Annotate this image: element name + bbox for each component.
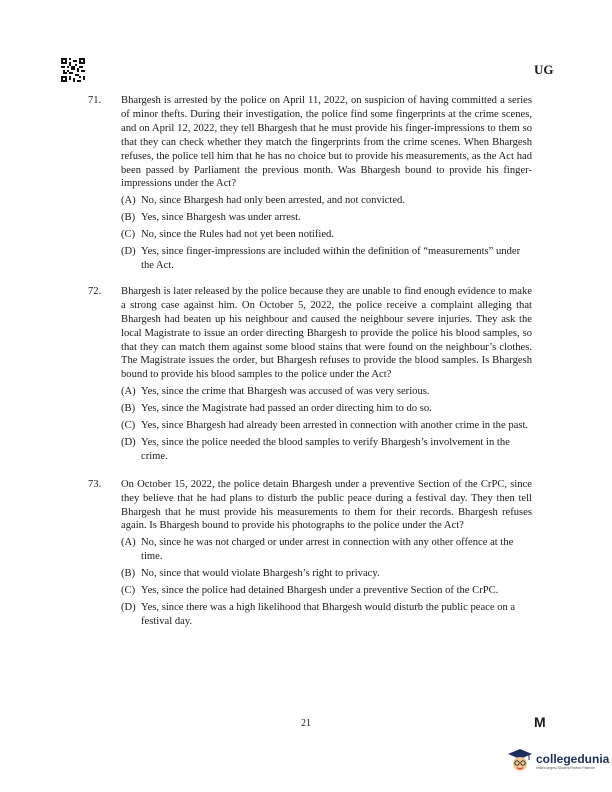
option-a xyxy=(121,385,532,399)
option-label: (D) xyxy=(121,246,136,258)
question-stem: Bhargesh is later released by the police because they are unable to find enough evidence to make a strong case against him. On October 5, 2022, the police receive a complaint alleging that Bhargesh had beaten up his neighbour and caused the neighbour severe injuries. They ask the local Magistrate to issue an order directing Bhargesh to provide the police his blood samples, so that they can match them against some blood stains that were found on the neighbour’s clothes. The Magistrate issues the order, but Bhargesh refuses to provide the blood samples. Is Bhargesh bound to provide his blood samples to the police under the Act? xyxy=(121,285,532,381)
option-text: No, since the Rules had not yet been notified. xyxy=(141,229,334,241)
option-text: Yes, since the crime that Bhargesh was accused of was very serious. xyxy=(141,386,430,398)
qr-code-icon xyxy=(61,58,85,82)
option-c xyxy=(121,228,532,242)
option-a xyxy=(121,536,532,564)
option-label: (C) xyxy=(121,585,136,597)
question-73 xyxy=(88,478,532,629)
option-c xyxy=(121,419,532,433)
section-code: UG xyxy=(534,62,554,77)
option-label: (B) xyxy=(121,212,136,224)
option-text: Yes, since Bhargesh had already been arrested in connection with another crime in the past. xyxy=(141,420,529,432)
option-label: (D) xyxy=(121,436,136,448)
question-72 xyxy=(88,285,532,464)
question-71 xyxy=(88,94,532,273)
option-c xyxy=(121,584,532,598)
option-a xyxy=(121,194,532,208)
option-label: (B) xyxy=(121,403,136,415)
option-text: Yes, since the Magistrate had passed an order directing him to do so. xyxy=(141,403,432,415)
brand-watermark[interactable] xyxy=(507,748,609,774)
option-label: (D) xyxy=(121,602,136,613)
option-b xyxy=(121,211,532,225)
option-d xyxy=(121,601,532,629)
question-stem: On October 15, 2022, the police detain Bhargesh under a preventive Section of the CrPC, since they believe that he had plans to disturb the public peace during a festival day. They then tell Bhargesh that he must provide his measurements to them for their records. Bhargesh refuses again. Is Bhargesh bound to provide his photographs to the police under the Act? xyxy=(121,478,532,532)
question-number: 72. xyxy=(88,285,102,297)
option-text: No, since he was not charged or under arrest in connection with any other offence at the time. xyxy=(141,537,514,563)
question-list xyxy=(88,94,532,629)
option-label: (A) xyxy=(121,537,136,549)
option-text: No, since Bhargesh had only been arrested, and not convicted. xyxy=(141,195,405,207)
option-text: Yes, since Bhargesh was under arrest. xyxy=(141,212,301,224)
option-d xyxy=(121,245,532,273)
question-number: 73. xyxy=(88,478,102,490)
option-b xyxy=(121,402,532,416)
option-text: No, since that would violate Bhargesh’s right to privacy. xyxy=(141,568,380,580)
option-label: (C) xyxy=(121,229,136,241)
question-number: 71. xyxy=(88,95,102,106)
option-label: (B) xyxy=(121,568,136,580)
set-code: M xyxy=(534,714,546,730)
option-text: Yes, since finger-impressions are included within the definition of “measurements” under the Act. xyxy=(141,246,521,271)
option-d xyxy=(121,436,532,464)
page-number: 21 xyxy=(301,718,311,729)
question-stem: Bhargesh is arrested by the police on April 11, 2022, on suspicion of having committed a series of minor thefts. During their investigation, the police find some fingerprints at the crime scenes, and on April 12, 2022, they tell Bhargesh that he must provide his finger-impressions to them so that they can check whether they match the fingerprints from the crime scenes. When Bhargesh refuses, the police tell him that he has no choice but to provide his measurements, as the Act had been passed by Parliament the previous month. Was Bhargesh bound to provide his finger-impressions under the Act? xyxy=(121,95,532,190)
graduate-mascot-icon xyxy=(507,748,533,774)
option-text: Yes, since the police had detained Bhargesh under a preventive Section of the CrPC. xyxy=(141,585,499,597)
option-label: (A) xyxy=(121,195,136,207)
option-label: (C) xyxy=(121,420,136,432)
brand-name: collegedunia xyxy=(536,752,610,766)
brand-tagline: India's largest Student Review Platform xyxy=(536,766,596,770)
option-text: Yes, since the police needed the blood samples to verify Bhargesh’s involvement in the crime. xyxy=(141,436,510,462)
option-text: Yes, since there was a high likelihood that Bhargesh would disturb the public peace on a festival day. xyxy=(141,602,516,627)
option-label: (A) xyxy=(121,386,136,398)
option-b xyxy=(121,567,532,581)
